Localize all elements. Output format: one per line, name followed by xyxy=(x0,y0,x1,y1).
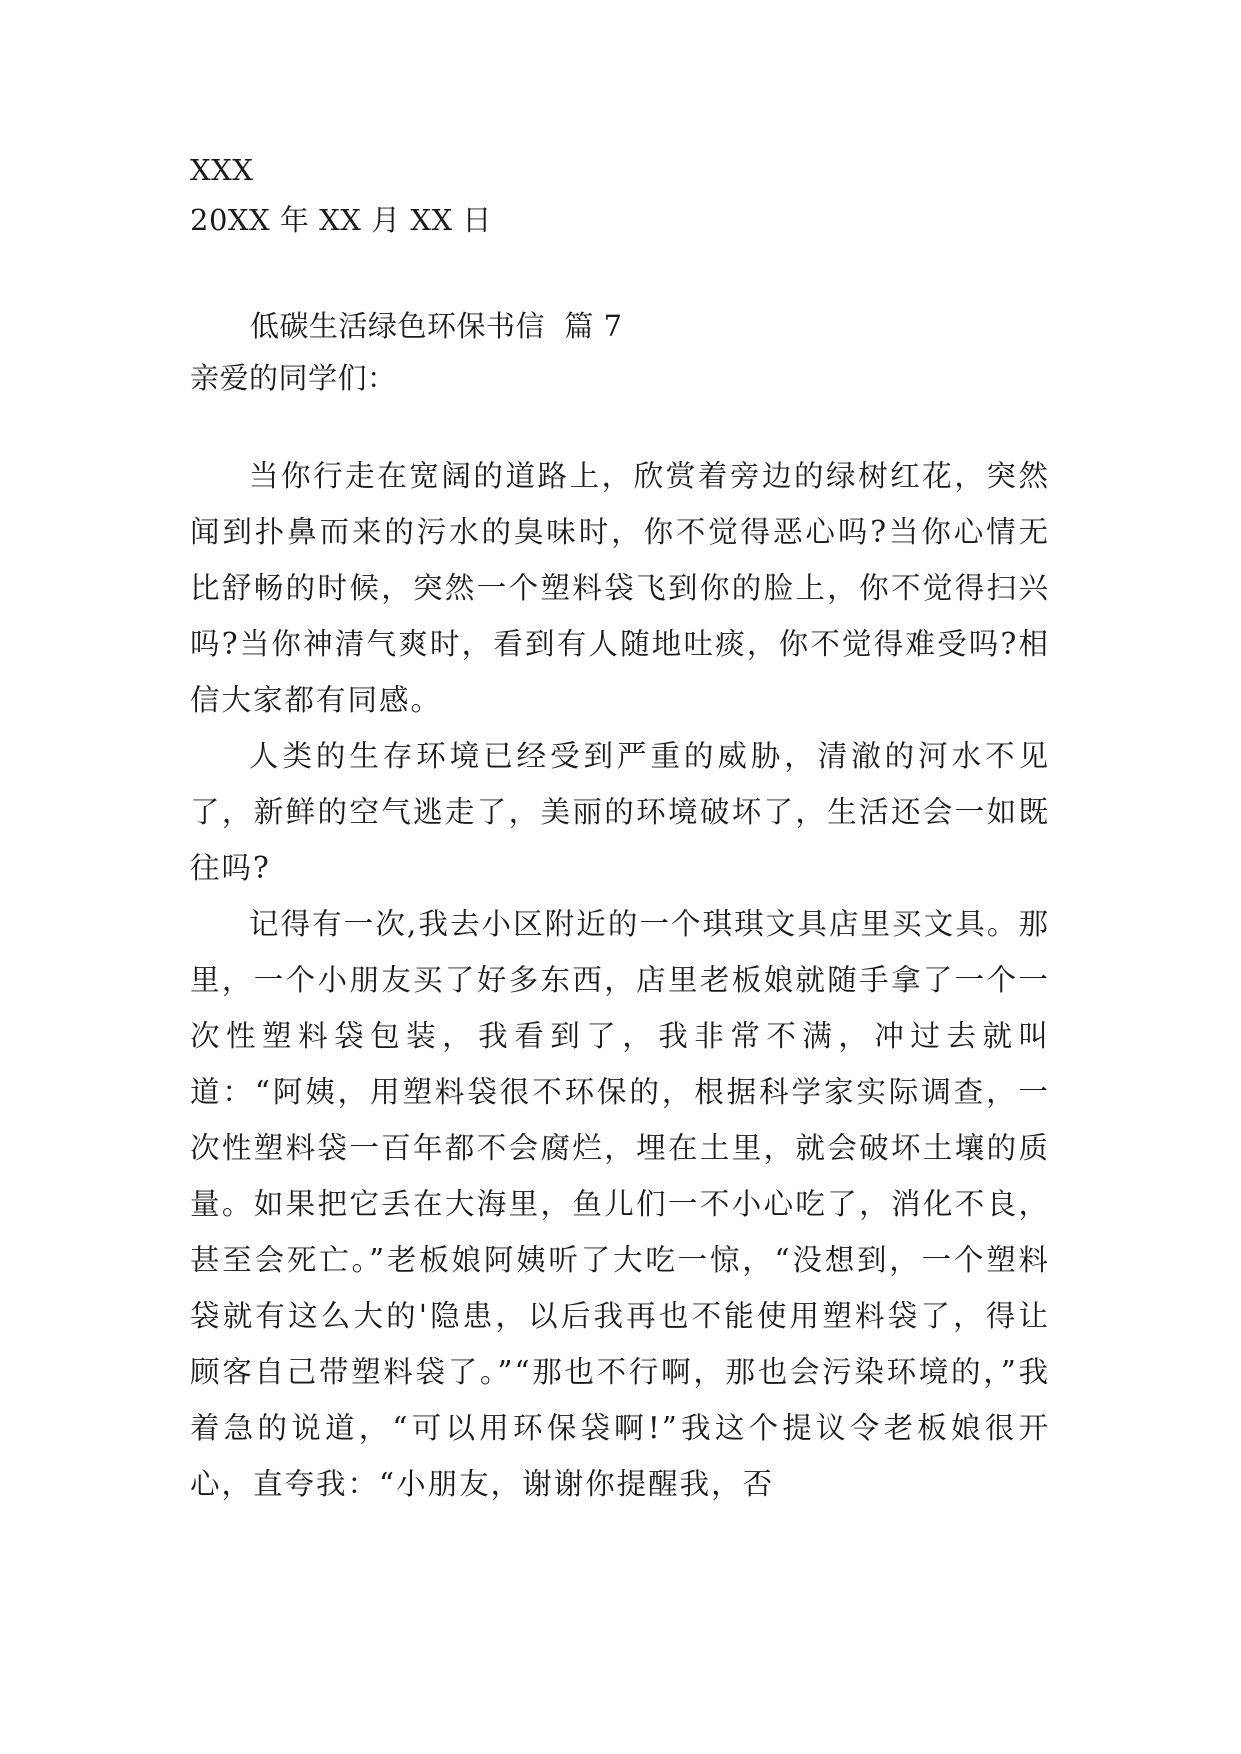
letter-salutation: 亲爱的同学们： xyxy=(190,361,397,395)
paragraph-2: 人类的生存环境已经受到严重的威胁，清澈的河水不见了，新鲜的空气逃走了，美丽的环境破坏了，生活还会一如既往吗? xyxy=(190,739,1050,885)
paragraph-1: 当你行走在宽阔的道路上，欣赏着旁边的绿树红花，突然闻到扑鼻而来的污水的臭味时，你不觉得恶心吗?当你心情无比舒畅的时候，突然一个塑料袋飞到你的脸上，你不觉得扫兴吗?当你神清气爽时，看到有人随地吐痰，你不觉得难受吗?相信大家都有同感。 xyxy=(190,459,1050,717)
letter-title: 低碳生活绿色环保书信 篇 7 xyxy=(250,309,623,343)
signature-name: XXX xyxy=(190,153,254,187)
letter-body xyxy=(190,448,1050,1512)
paragraph-3: 记得有一次,我去小区附近的一个琪琪文具店里买文具。那里，一个小朋友买了好多东西，店里老板娘就随手拿了一个一次性塑料袋包装，我看到了，我非常不满，冲过去就叫道：“阿姨，用塑料袋很不环保的，根据科学家实际调查，一次性塑料袋一百年都不会腐烂，埋在土里，就会破坏土壤的质量。如果把它丢在大海里，鱼儿们一不小心吃了，消化不良，甚至会死亡。”老板娘阿姨听了大吃一惊，“没想到，一个塑料袋就有这么大的'隐患，以后我再也不能使用塑料袋了，得让顾客自己带塑料袋了。”“那也不行啊，那也会污染环境的，”我着急的说道，“可以用环保袋啊!”我这个提议令老板娘很开心，直夸我：“小朋友，谢谢你提醒我，否 xyxy=(190,907,1050,1501)
signature-date: 20XX 年 XX 月 XX 日 xyxy=(190,203,492,237)
